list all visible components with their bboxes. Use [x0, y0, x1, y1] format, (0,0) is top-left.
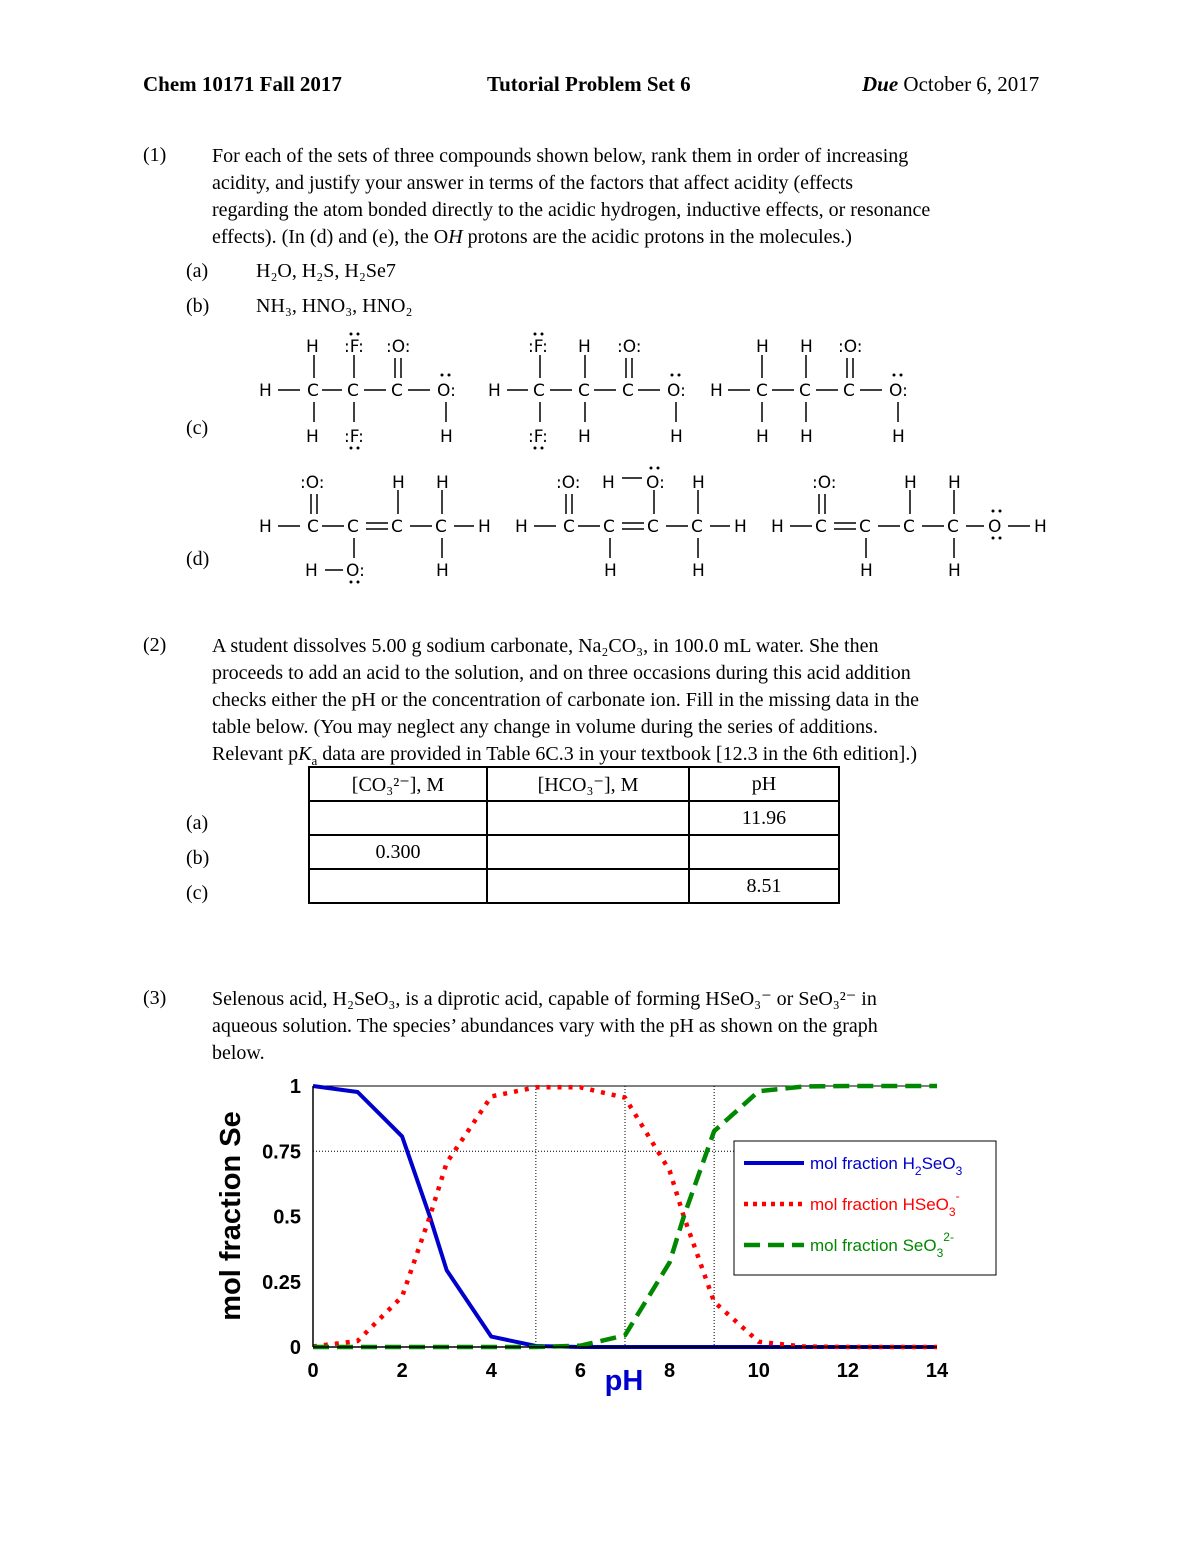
svg-text:H: H	[904, 473, 917, 493]
y-tick-label: 0.5	[273, 1206, 301, 1229]
table-row-label: (c)	[186, 882, 209, 904]
svg-text:H: H	[1034, 517, 1047, 537]
svg-text:H: H	[604, 561, 617, 581]
q1d-label: (d)	[186, 548, 210, 570]
y-tick-label: 1	[289, 1076, 301, 1098]
svg-text::F:: :F:	[344, 337, 364, 357]
svg-text:H: H	[440, 427, 453, 447]
svg-text:H: H	[892, 427, 905, 447]
svg-text:H: H	[306, 337, 319, 357]
svg-text:C: C	[391, 381, 403, 401]
y-axis-label: mol fraction Se	[215, 1111, 247, 1321]
svg-text::O:: :O:	[838, 337, 863, 357]
svg-text:H: H	[478, 517, 491, 537]
q1c-label: (c)	[186, 417, 209, 439]
svg-text:C: C	[391, 517, 403, 537]
q2-line: A student dissolves 5.00 g sodium carbonate, Na₂CO₃, in 100.0 mL water. She then	[212, 635, 879, 657]
svg-text:C: C	[903, 517, 915, 537]
svg-text:C: C	[307, 381, 319, 401]
svg-text:C: C	[533, 381, 545, 401]
svg-text:H: H	[948, 473, 961, 493]
q3-line: below.	[212, 1042, 265, 1064]
svg-text:H: H	[488, 381, 501, 401]
y-tick-label: 0	[289, 1337, 301, 1359]
svg-text:C: C	[347, 381, 359, 401]
q3-line: Selenous acid, H₂SeO₃, is a diprotic acid, capable of forming HSeO₃⁻ or SeO₃²⁻ in	[212, 988, 877, 1010]
svg-text:H: H	[800, 337, 813, 357]
svg-text::F:: :F:	[528, 427, 548, 447]
svg-text:C: C	[947, 517, 959, 537]
table-header: [CO₃²⁻], M	[309, 767, 487, 801]
svg-text:O:: O:	[889, 381, 908, 401]
q1-line4-h: H	[448, 226, 463, 248]
legend-entry: mol fraction SeO$_3^{2-}$	[810, 1230, 954, 1260]
svg-text:O:: O:	[437, 381, 456, 401]
x-tick-label: 4	[485, 1360, 497, 1382]
svg-text:C: C	[622, 381, 634, 401]
x-tick-label: 14	[925, 1360, 949, 1382]
x-tick-label: 10	[747, 1360, 770, 1382]
due-label: Due	[862, 72, 899, 96]
x-tick-label: 8	[664, 1360, 676, 1382]
svg-text:H: H	[771, 517, 784, 537]
svg-text:C: C	[691, 517, 703, 537]
q1-line4-a: effects). (In (d) and (e), the O	[212, 226, 449, 248]
svg-text:H: H	[692, 561, 705, 581]
svg-text:H: H	[948, 561, 961, 581]
svg-text:C: C	[815, 517, 827, 537]
q1-line: regarding the atom bonded directly to the acidic hydrogen, inductive effects, or resonance	[212, 199, 931, 221]
svg-text::O:: :O:	[617, 337, 642, 357]
q1a-text: H₂O, H₂S, H₂Se7	[256, 260, 396, 282]
q2-line5-sub: a	[311, 753, 318, 768]
svg-text:O:: O:	[346, 561, 365, 581]
svg-text:H: H	[710, 381, 723, 401]
svg-text::F:: :F:	[344, 427, 364, 447]
q2-line: proceeds to add an acid to the solution, and on three occasions during this acid addition	[212, 662, 911, 684]
table-cell: 0.300	[309, 835, 487, 869]
q3-number: (3)	[143, 987, 167, 1009]
x-tick-label: 2	[396, 1360, 408, 1382]
svg-text::O:: :O:	[812, 473, 837, 493]
course-title: Chem 10171 Fall 2017	[143, 72, 342, 96]
svg-text:C: C	[799, 381, 811, 401]
q2-line5-a: Relevant p	[212, 743, 299, 765]
svg-text:C: C	[563, 517, 575, 537]
svg-text:C: C	[756, 381, 768, 401]
svg-text:H: H	[800, 427, 813, 447]
y-tick-label: 0.25	[262, 1271, 301, 1294]
svg-text:H: H	[436, 561, 449, 581]
table-row-label: (b)	[186, 847, 210, 869]
svg-text:C: C	[435, 517, 447, 537]
svg-text:H: H	[860, 561, 873, 581]
legend-entry: mol fraction HSeO$_3$-	[810, 1189, 960, 1219]
svg-text:C: C	[578, 381, 590, 401]
svg-text:H: H	[392, 473, 405, 493]
svg-text:C: C	[603, 517, 615, 537]
svg-text:H: H	[578, 427, 591, 447]
svg-text:H: H	[756, 337, 769, 357]
svg-text:H: H	[602, 473, 615, 493]
table-header: pH	[689, 767, 839, 801]
x-tick-label: 0	[307, 1360, 319, 1382]
document-title: Tutorial Problem Set 6	[487, 72, 691, 96]
q1b-label: (b)	[186, 295, 210, 317]
table-cell: 11.96	[689, 801, 839, 835]
q1-number: (1)	[143, 144, 167, 166]
q2-line5-k: K	[298, 743, 312, 765]
svg-text::O:: :O:	[300, 473, 325, 493]
q1b-text: NH₃, HNO₃, HNO₂	[256, 295, 413, 317]
due-date: October 6, 2017	[903, 72, 1040, 96]
q1-line4-b: protons are the acidic protons in the molecules.)	[462, 226, 852, 248]
svg-text:H: H	[515, 517, 528, 537]
svg-text:H: H	[436, 473, 449, 493]
x-tick-label: 6	[574, 1360, 586, 1382]
q1-line: For each of the sets of three compounds shown below, rank them in order of increasing	[212, 145, 909, 167]
table-row-label: (a)	[186, 812, 209, 834]
q3-line: aqueous solution. The species’ abundances vary with the pH as shown on the graph	[212, 1015, 878, 1037]
svg-text:O: O	[988, 517, 1002, 537]
table-header: [HCO₃⁻], M	[487, 767, 689, 801]
q2-number: (2)	[143, 634, 167, 656]
table-cell: 8.51	[689, 869, 839, 903]
y-tick-label: 0.75	[262, 1141, 301, 1164]
legend-entry: mol fraction $H_2SeO_3$	[810, 1154, 963, 1178]
svg-text:C: C	[347, 517, 359, 537]
svg-text::O:: :O:	[386, 337, 411, 357]
q2-line5-b: data are provided in Table 6C.3 in your textbook [12.3 in the 6th edition].)	[317, 743, 917, 765]
q2-line: checks either the pH or the concentration of carbonate ion. Fill in the missing data in the	[212, 689, 920, 711]
q1-line: acidity, and justify your answer in terms of the factors that affect acidity (effects	[212, 172, 854, 194]
svg-text:H: H	[259, 517, 272, 537]
svg-text:O:: O:	[667, 381, 686, 401]
svg-text:H: H	[305, 561, 318, 581]
svg-text::O:: :O:	[556, 473, 581, 493]
svg-text:O:: O:	[646, 473, 665, 493]
x-axis-label: pH	[604, 1365, 644, 1397]
svg-text:H: H	[578, 337, 591, 357]
svg-text:H: H	[306, 427, 319, 447]
svg-text:H: H	[670, 427, 683, 447]
svg-text:C: C	[647, 517, 659, 537]
svg-text:C: C	[307, 517, 319, 537]
svg-text:C: C	[843, 381, 855, 401]
svg-text::F:: :F:	[528, 337, 548, 357]
q1a-label: (a)	[186, 260, 209, 282]
x-tick-label: 12	[836, 1360, 859, 1382]
svg-text:C: C	[859, 517, 871, 537]
svg-text:H: H	[259, 381, 272, 401]
svg-text:H: H	[692, 473, 705, 493]
svg-text:H: H	[734, 517, 747, 537]
q2-line: table below. (You may neglect any change in volume during the series of additions.	[212, 716, 878, 738]
svg-text:H: H	[756, 427, 769, 447]
